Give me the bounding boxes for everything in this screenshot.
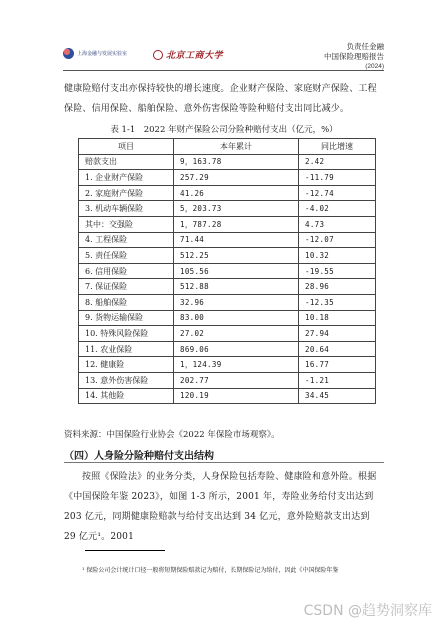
table-cell: 3. 机动车辆保险	[79, 201, 174, 217]
lab-logo-text: 上海金融与发展实验室	[77, 51, 128, 57]
table-cell: 4. 工程保险	[79, 232, 174, 248]
section-underline	[64, 462, 384, 463]
table-row	[79, 341, 376, 357]
table-cell: 10.32	[299, 248, 376, 264]
claims-table	[78, 138, 376, 404]
table-row	[79, 154, 376, 170]
table-header-row	[79, 139, 376, 155]
footnote-rule	[85, 550, 165, 551]
table-cell: 71.44	[174, 232, 299, 248]
table-cell: 28.96	[299, 279, 376, 295]
table-cell: 1，124.39	[174, 357, 299, 373]
table-cell: 20.64	[299, 341, 376, 357]
table-cell: -4.02	[299, 201, 376, 217]
table-cell: 其中：交强险	[79, 216, 174, 232]
footnote: ¹ 保险公司会计统计口径一般将短期保险赔款记为赔付，长期保险记为给付，因此《中国保险年鉴	[82, 567, 339, 574]
table-cell: 120.19	[174, 388, 299, 404]
table-cell: 41.26	[174, 185, 299, 201]
table-cell: 512.88	[174, 279, 299, 295]
table-row	[79, 294, 376, 310]
table-cell: 512.25	[174, 248, 299, 264]
lab-logo-icon	[63, 48, 74, 59]
table-header-cell: 项目	[79, 139, 174, 155]
series-title: 负责任金融	[346, 42, 384, 51]
table-caption: 表 1-1 2022 年财产保险公司分险种赔付支出（亿元，%）	[110, 125, 338, 135]
paragraph-life-insurance: 按照《保险法》的业务分类，人身保险包括寿险、健康险和意外险。根据《中国保险年鉴 2023》，如图 1-3 所示，2001 年，寿险业务给付支出达到 203 亿元，同期健康险赔款与给付支出达到 34 亿元，意外险赔款支出达到 29 亿元¹。2001	[64, 472, 377, 542]
table-cell: 2.42	[299, 154, 376, 170]
table-row	[79, 201, 376, 217]
table-cell: 32.96	[174, 294, 299, 310]
table-cell: 4.73	[299, 216, 376, 232]
university-seal-icon	[153, 50, 163, 60]
table-row	[79, 372, 376, 388]
table-source-note: 资料来源：中国保险行业协会《2022 年保险市场观察》。	[64, 430, 280, 440]
table-row	[79, 185, 376, 201]
report-header-title	[324, 42, 384, 72]
university-logo-text: 北京工商大学	[166, 51, 224, 61]
table-cell: -19.55	[299, 263, 376, 279]
table-cell: 2. 家庭财产保险	[79, 185, 174, 201]
report-year: (2024)	[365, 63, 384, 70]
table-row	[79, 326, 376, 342]
table-cell: 10. 特殊风险保险	[79, 326, 174, 342]
table-cell: 赔款支出	[79, 154, 174, 170]
table-cell: -12.74	[299, 185, 376, 201]
table-cell: -12.35	[299, 294, 376, 310]
table-row	[79, 248, 376, 264]
report-title: 中国保险理赔报告	[324, 52, 384, 61]
table-row	[79, 216, 376, 232]
table-cell: 10.18	[299, 310, 376, 326]
table-cell: 5，203.73	[174, 201, 299, 217]
table-cell: 13. 意外伤害保险	[79, 372, 174, 388]
table-row	[79, 170, 376, 186]
university-logo	[153, 48, 223, 61]
table-cell: -12.07	[299, 232, 376, 248]
table-cell: 27.02	[174, 326, 299, 342]
table-row	[79, 310, 376, 326]
section-heading: （四）人身险分险种赔付支出结构	[64, 451, 214, 462]
table-cell: 202.77	[174, 372, 299, 388]
lab-logo	[63, 48, 127, 59]
table-cell: 14. 其他险	[79, 388, 174, 404]
table-cell: 1. 企业财产保险	[79, 170, 174, 186]
header-divider	[63, 70, 384, 71]
table-cell: 34.45	[299, 388, 376, 404]
watermark: CSDN @趋势洞察库	[303, 603, 432, 619]
paragraph-intro: 健康险赔付支出亦保持较快的增长速度。企业财产保险、家庭财产保险、工程保险、信用保险、船舶保险、意外伤害保险等险种赔付支出同比减少。	[64, 84, 377, 114]
table-cell: -1.21	[299, 372, 376, 388]
table-cell: 1，787.28	[174, 216, 299, 232]
table-cell: -11.79	[299, 170, 376, 186]
table-cell: 5. 责任保险	[79, 248, 174, 264]
table-cell: 11. 农业保险	[79, 341, 174, 357]
table-row	[79, 388, 376, 404]
page-header	[0, 0, 446, 74]
table-cell: 7. 保证保险	[79, 279, 174, 295]
table-cell: 9. 货物运输保险	[79, 310, 174, 326]
table-row	[79, 263, 376, 279]
table-cell: 869.06	[174, 341, 299, 357]
table-cell: 6. 信用保险	[79, 263, 174, 279]
table-cell: 12. 健康险	[79, 357, 174, 373]
table-row	[79, 279, 376, 295]
table-row	[79, 232, 376, 248]
table-cell: 105.56	[174, 263, 299, 279]
table-cell: 8. 船舶保险	[79, 294, 174, 310]
table-cell: 16.77	[299, 357, 376, 373]
table-cell: 83.00	[174, 310, 299, 326]
table-row	[79, 357, 376, 373]
table-header-cell: 本年累计	[174, 139, 299, 155]
table-cell: 27.94	[299, 326, 376, 342]
table-cell: 9，163.78	[174, 154, 299, 170]
table-header-cell: 同比增速	[299, 139, 376, 155]
table-cell: 257.29	[174, 170, 299, 186]
